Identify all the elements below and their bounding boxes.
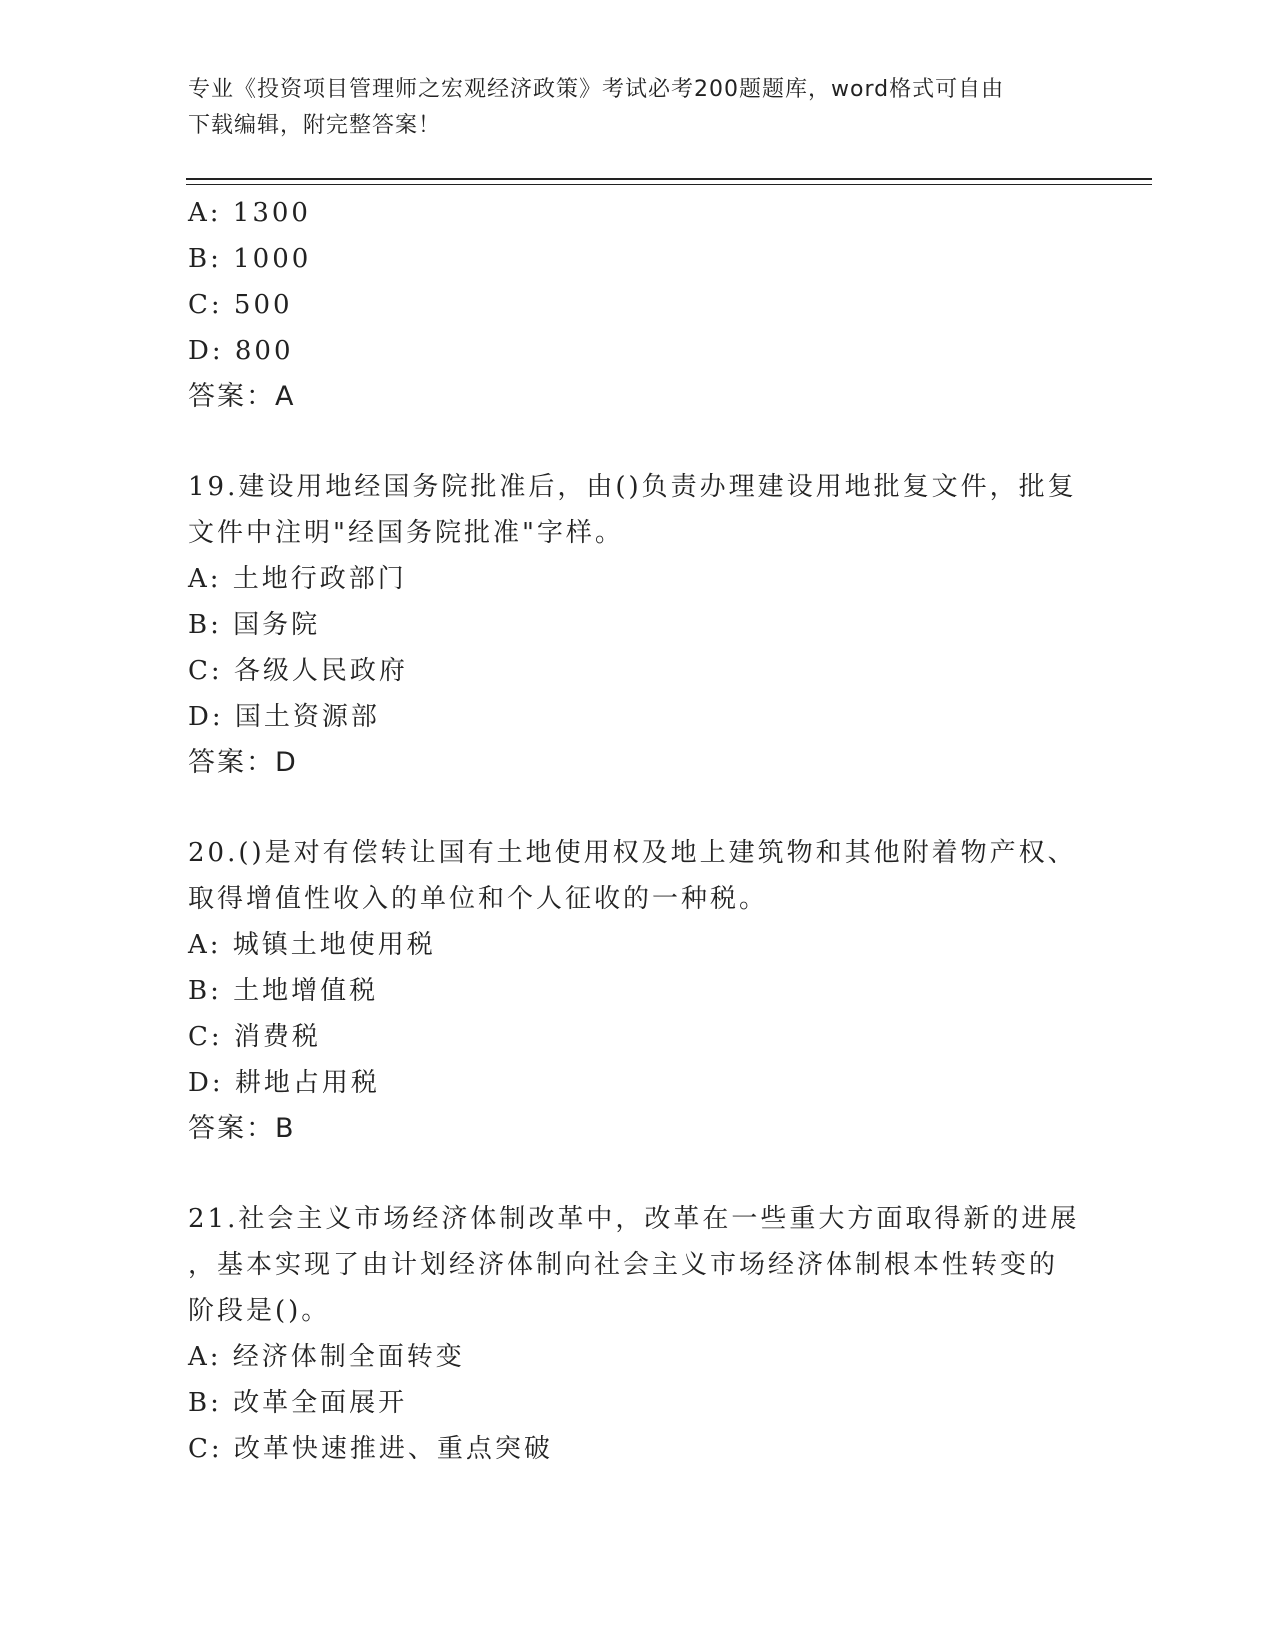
question-text-line: ，基本实现了由计划经济体制向社会主义市场经济体制根本性转变的 xyxy=(188,1250,1059,1280)
option-b: B: 土地增值税 xyxy=(188,976,379,1006)
option-c: C: 500 xyxy=(188,290,293,320)
option-d: D: 800 xyxy=(188,336,294,366)
question-text-line: 取得增值性收入的单位和个人征收的一种税。 xyxy=(188,884,769,914)
option-d: D: 国土资源部 xyxy=(188,702,380,732)
answer-line: 答案：B xyxy=(188,1113,296,1144)
option-a: A: 土地行政部门 xyxy=(188,564,407,594)
document-header xyxy=(188,72,1088,144)
option-c: C: 消费税 xyxy=(188,1022,321,1052)
question-text-line: 19.建设用地经国务院批准后，由()负责办理建设用地批复文件，批复 xyxy=(188,472,1077,502)
question-21 xyxy=(188,1196,1088,1472)
question-18 xyxy=(188,190,1088,420)
question-list xyxy=(188,190,1088,1472)
option-a: A: 经济体制全面转变 xyxy=(188,1342,465,1372)
option-a: A: 城镇土地使用税 xyxy=(188,930,436,960)
option-c: C: 改革快速推进、重点突破 xyxy=(188,1434,553,1464)
question-20 xyxy=(188,830,1088,1152)
header-line-2: 下载编辑，附完整答案！ xyxy=(188,113,442,138)
question-text-line: 阶段是()。 xyxy=(188,1296,331,1326)
option-c: C: 各级人民政府 xyxy=(188,656,408,686)
option-a: A: 1300 xyxy=(188,198,311,228)
question-text-line: 文件中注明"经国务院批准"字样。 xyxy=(188,518,624,548)
header-rule-thin xyxy=(186,184,1152,185)
answer-line: 答案：D xyxy=(188,747,298,778)
question-text-line: 20.()是对有偿转让国有土地使用权及地上建筑物和其他附着物产权、 xyxy=(188,838,1077,868)
header-rule-thick xyxy=(186,178,1152,180)
option-d: D: 耕地占用税 xyxy=(188,1068,380,1098)
header-line-1: 专业《投资项目管理师之宏观经济政策》考试必考200题题库，word格式可自由 xyxy=(188,77,1005,102)
question-text-line: 21.社会主义市场经济体制改革中，改革在一些重大方面取得新的进展 xyxy=(188,1204,1080,1234)
question-19 xyxy=(188,464,1088,786)
answer-line: 答案：A xyxy=(188,381,296,412)
option-b: B: 1000 xyxy=(188,244,312,274)
option-b: B: 国务院 xyxy=(188,610,321,640)
option-b: B: 改革全面展开 xyxy=(188,1388,408,1418)
